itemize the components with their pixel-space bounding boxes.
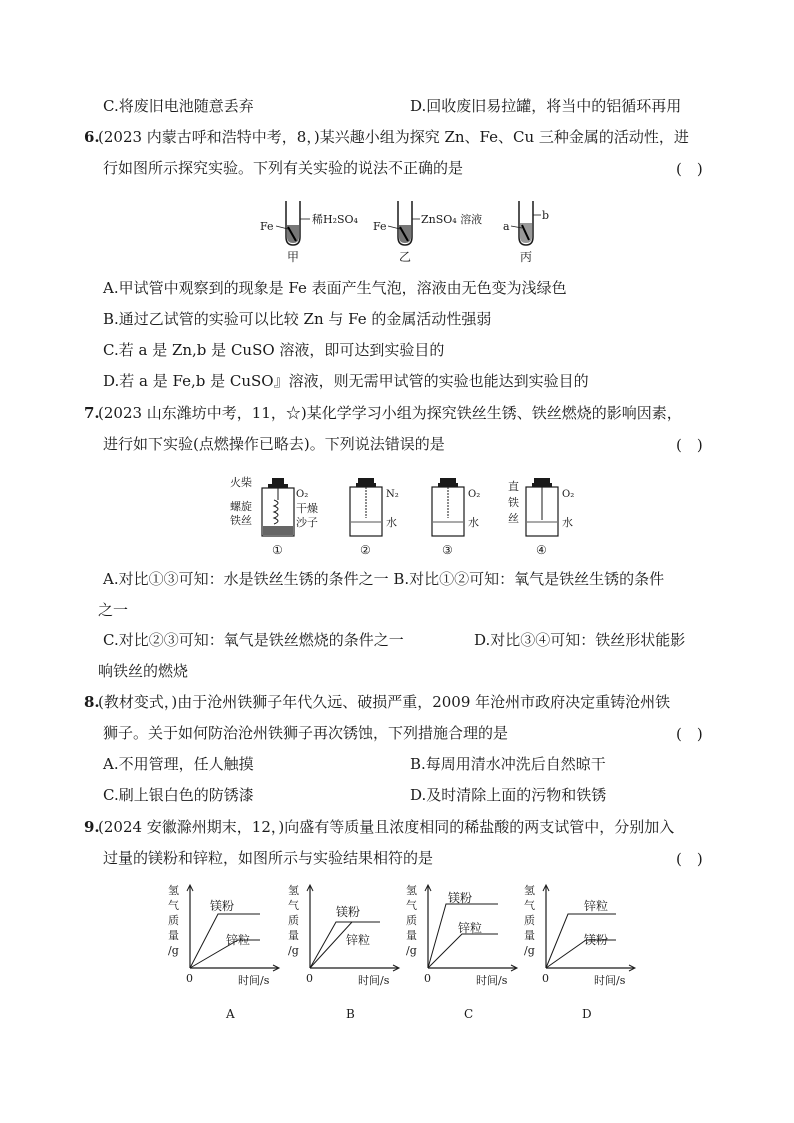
q9-graph-ylabel: 气 [288,899,299,912]
q7-answer-blank[interactable]: ( ) [676,436,703,454]
q9-graph-ylabel: /g [288,944,299,957]
q6-number: 6. [84,128,100,146]
q8-option-b[interactable]: B.每周用清水冲洗后自然晾干 [410,755,606,773]
q9-number: 9. [84,818,100,836]
q7-fig-o2-2: O₂ [468,489,481,500]
q9-stem-line2: 过量的镁粉和锌粒，如图所示与实验结果相符的是 [103,849,434,867]
q9-graph-ylabel: 质 [524,914,535,927]
q6-fig-label-bing: 丙 [520,250,533,264]
q9-graph-ylabel: 量 [524,929,535,942]
q9-graph-ylabel: /g [406,944,417,957]
q6-fig-label-jia: 甲 [287,250,300,264]
q7-option-a[interactable]: A.对比①③可知：水是铁丝生锈的条件之一 B.对比①②可知：氧气是铁丝生锈的条件 [103,570,665,588]
q6-answer-blank[interactable]: ( ) [676,160,703,178]
q6-fig-acid-label: 稀H₂SO₄ [312,213,358,226]
q9-answer-blank[interactable]: ( ) [676,850,703,868]
q9-graph-origin: 0 [542,972,549,985]
q7-fig-o2-3: O₂ [562,489,575,500]
q8-number: 8. [84,693,100,711]
q9-graph-ylabel: 质 [288,914,299,927]
q6-option-a[interactable]: A.甲试管中观察到的现象是 Fe 表面产生气泡，溶液由无色变为浅绿色 [103,279,567,297]
q7-iron-wire-figure [230,470,590,570]
q9-graph-xlabel: 时间/s [238,974,270,987]
q7-fig-o2-1: O₂ [296,489,309,500]
q7-fig-num-4: ④ [536,543,547,557]
q9-graph-mg-label: 镁粉 [584,933,609,947]
q9-graph-xlabel: 时间/s [358,974,390,987]
q9-graph-xlabel: 时间/s [594,974,626,987]
q9-graph-ylabel: 氢 [288,884,299,897]
q9-graph-zn-line [428,934,498,968]
q6-fig-fe-label-2: Fe [373,220,387,233]
q9-graph-option-label: C [464,1007,474,1021]
q9-graph-option-label: D [582,1007,592,1021]
q7-fig-sand: 沙子 [296,516,318,529]
q9-graph-ylabel: 气 [406,899,417,912]
q7-option-d-cont: 响铁丝的燃烧 [98,662,189,680]
q7-number: 7. [84,404,100,422]
q8-option-d[interactable]: D.及时清除上面的污物和铁锈 [410,786,607,804]
q7-fig-dry: 干燥 [296,502,318,515]
q9-graph-ylabel: /g [524,944,535,957]
q5-option-d[interactable]: D.回收废旧易拉罐，将当中的铝循环再用 [410,97,682,115]
q6-fig-znso4-label: ZnSO₄ 溶液 [421,213,483,226]
q7-fig-num-2: ② [360,543,371,557]
q9-graph-ylabel: 气 [168,899,179,912]
q6-fig-label-yi: 乙 [399,250,412,264]
q9-graph-option-label: B [346,1007,355,1021]
q7-fig-water-1: 水 [386,516,397,529]
q9-graph-ylabel: /g [168,944,179,957]
q9-graph-mg-label: 镁粉 [448,891,473,905]
q7-fig-n2: N₂ [386,489,399,500]
q7-fig-num-1: ① [272,543,283,557]
q9-graph-ylabel: 氢 [406,884,417,897]
q9-graph-zn-label: 锌粒 [226,933,251,947]
q6-option-d[interactable]: D.若 a 是 Fe,b 是 CuSO』溶液，则无需甲试管的实验也能达到实验目的 [103,372,589,390]
q7-option-a-cont: 之一 [98,601,129,619]
q9-graph-ylabel: 气 [524,899,535,912]
q7-fig-spiral-2: 铁丝 [230,514,252,527]
q8-option-a[interactable]: A.不用管理，任人触摸 [103,755,254,773]
q9-graph-zn-label: 锌粒 [584,899,609,913]
q9-graph-ylabel: 量 [288,929,299,942]
q6-fig-fe-label-1: Fe [260,220,274,233]
q8-option-c[interactable]: C.刷上银白色的防锈漆 [103,786,254,804]
q9-graph-zn-label: 锌粒 [346,933,371,947]
q9-graph-xlabel: 时间/s [476,974,508,987]
q9-graph-ylabel: 量 [406,929,417,942]
q9-graph-origin: 0 [424,972,431,985]
q8-stem-line2: 狮子。关于如何防治沧州铁狮子再次锈蚀，下列措施合理的是 [103,724,509,742]
q9-graph-origin: 0 [306,972,313,985]
q6-fig-a-label: a [503,220,510,233]
q8-answer-blank[interactable]: ( ) [676,725,703,743]
q9-graph-ylabel: 氢 [168,884,179,897]
q6-option-c[interactable]: C.若 a 是 Zn,b 是 CuSO 溶液，即可达到实验目的 [103,341,445,359]
q9-graph-ylabel: 质 [168,914,179,927]
q9-graphs-figure [168,882,668,1032]
q9-graph-ylabel: 氢 [524,884,535,897]
q7-fig-num-3: ③ [442,543,453,557]
q9-graph-option-label: A [226,1007,235,1021]
q7-fig-straight-1: 直 [508,480,519,493]
q8-stem-line1: (教材变式，)由于沧州铁狮子年代久远、破损严重，2009 年沧州市政府决定重铸沧州铁 [98,693,671,711]
q9-graph-mg-line [428,904,498,968]
q7-stem-line1: (2023 山东潍坊中考，11，☆)某化学学习小组为探究铁丝生锈、铁丝燃烧的影响因素， [98,404,682,422]
q6-test-tube-figure [252,197,552,267]
q6-stem-line1: (2023 内蒙古呼和浩特中考，8，)某兴趣小组为探究 Zn、Fe、Cu 三种金属的活动性，进 [98,128,689,146]
q6-option-b[interactable]: B.通过乙试管的实验可以比较 Zn 与 Fe 的金属活动性强弱 [103,310,492,328]
q7-stem-line2: 进行如下实验(点燃操作已略去)。下列说法错误的是 [103,435,445,453]
q7-fig-spiral-1: 螺旋 [230,500,252,513]
q7-fig-match: 火柴 [230,476,252,489]
q9-graph-mg-label: 镁粉 [210,899,235,913]
q9-graph-origin: 0 [186,972,193,985]
q7-option-d[interactable]: D.对比③④可知：铁丝形状能影 [474,631,686,649]
q7-fig-water-2: 水 [468,516,479,529]
q7-option-c[interactable]: C.对比②③可知：氧气是铁丝燃烧的条件之一 [103,631,404,649]
q6-stem-line2: 行如图所示探究实验。下列有关实验的说法不正确的是 [103,159,464,177]
q7-fig-straight-3: 丝 [508,512,519,525]
q9-stem-line1: (2024 安徽滁州期末，12，)向盛有等质量且浓度相同的稀盐酸的两支试管中，分别加入 [98,818,675,836]
q9-graph-zn-label: 锌粒 [458,921,483,935]
q6-fig-b-label: b [542,209,550,222]
q7-fig-straight-2: 铁 [508,496,519,509]
q9-graph-ylabel: 量 [168,929,179,942]
q7-fig-water-3: 水 [562,516,573,529]
q9-graph-mg-label: 镁粉 [336,905,361,919]
q9-graph-ylabel: 质 [406,914,417,927]
q5-option-c[interactable]: C.将废旧电池随意丢弃 [103,97,254,115]
